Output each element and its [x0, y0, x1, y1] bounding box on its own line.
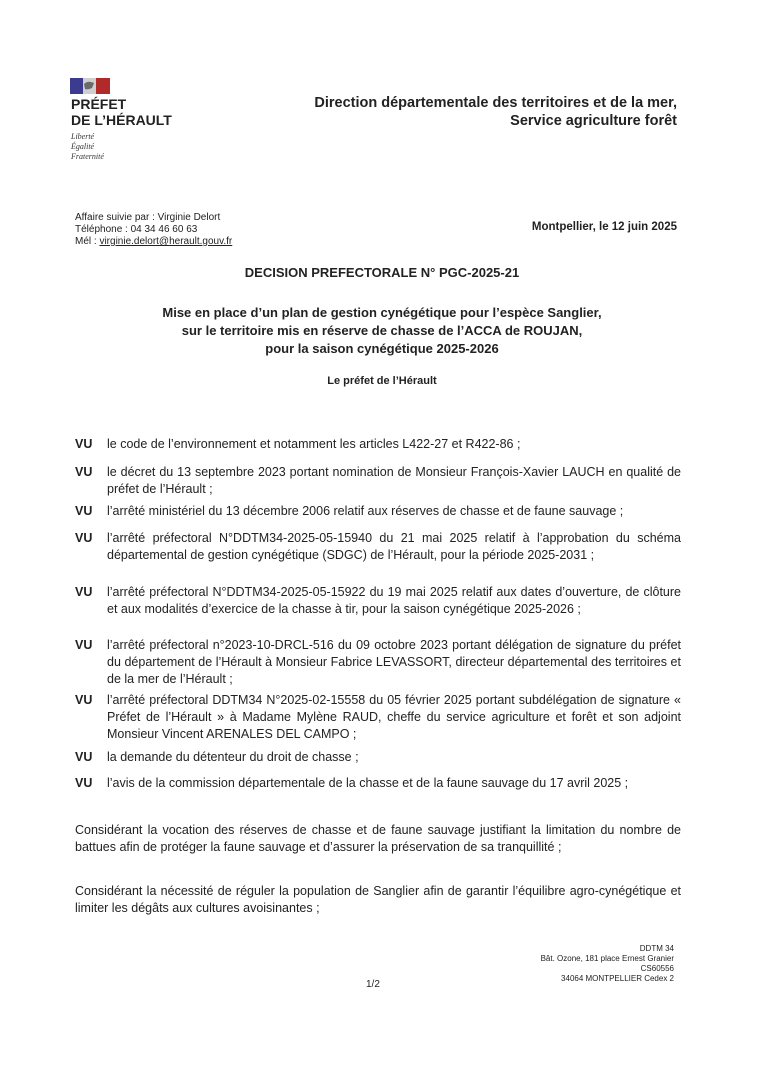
- vu-text: l’avis de la commission départementale de la chasse et de la faune sauvage du 17 avril 2025 ;: [107, 776, 629, 790]
- subject-line-2: sur le territoire mis en réserve de chasse de l’ACCA de ROUJAN,: [181, 323, 583, 338]
- address-line-4: 34064 MONTPELLIER Cedex 2: [561, 974, 674, 983]
- devise-fraternite: Fraternité: [71, 152, 104, 161]
- address-line-2: Bât. Ozone, 181 place Ernest Granier: [540, 954, 674, 963]
- vu-text: le code de l’environnement et notamment les articles L422-27 et R422-86 ;: [107, 437, 521, 451]
- vu-label: VU: [75, 437, 93, 451]
- vu-item: [75, 584, 681, 618]
- bloc-line-2: DE L’HÉRAULT: [71, 112, 172, 128]
- devise-liberte: Liberté: [71, 132, 95, 141]
- prefet-bloc-marque: [71, 96, 172, 128]
- vu-item: [75, 692, 681, 743]
- contact-mel-label: Mél :: [75, 236, 100, 247]
- considerant: Considérant la vocation des réserves de chasse et de faune sauvage justifiant la limitation du nombre de battues afin de protéger la faune sauvage et d’assurer la préservation de sa tranquillité ;: [75, 823, 681, 854]
- prefet-line: Le préfet de l’Hérault: [327, 375, 437, 387]
- vu-item: [75, 503, 681, 520]
- vu-label: VU: [75, 776, 93, 790]
- direction-line-1: Direction départementale des territoires et de la mer,: [314, 95, 677, 111]
- footer-address: [541, 944, 674, 984]
- vu-text: l’arrêté préfectoral N°DDTM34-2025-05-15922 du 19 mai 2025 relatif aux dates d’ouverture, de clôture et aux modalités d’exercice de la chasse à tir, pour la saison cynégétique 2025-2026 ;: [107, 585, 681, 616]
- contact-affaire: Affaire suivie par : Virginie Delort: [75, 212, 221, 223]
- vu-item: [75, 749, 681, 766]
- vu-label: VU: [75, 504, 93, 518]
- vu-text: l’arrêté préfectoral DDTM34 N°2025-02-15558 du 05 février 2025 portant subdélégation de signature « Préfet de l’Hérault » à Madame Mylène RAUD, cheffe du service agriculture et forêt et son adjoint Monsieur Vincent ARENALES DEL CAMPO ;: [107, 693, 681, 741]
- marianne-flag-logo: [70, 76, 112, 94]
- vu-item: [75, 530, 681, 564]
- vu-label: VU: [75, 693, 93, 707]
- contact-mel: [75, 236, 232, 248]
- vu-text: le décret du 13 septembre 2023 portant nomination de Monsieur François-Xavier LAUCH en qualité de préfet de l’Hérault ;: [107, 465, 681, 496]
- contact-block: [75, 212, 232, 248]
- subject-line-1: Mise en place d’un plan de gestion cynégétique pour l’espèce Sanglier,: [162, 305, 602, 320]
- vu-item: [75, 464, 681, 498]
- devise-egalite: Égalité: [71, 142, 95, 151]
- vu-label: VU: [75, 585, 93, 599]
- vu-label: VU: [75, 531, 93, 545]
- vu-item: [75, 637, 681, 688]
- address-line-3: CS60556: [640, 964, 674, 973]
- vu-label: VU: [75, 638, 93, 652]
- subject-line-3: pour la saison cynégétique 2025-2026: [265, 341, 499, 356]
- document-date: Montpellier, le 12 juin 2025: [531, 221, 677, 233]
- page-number: 1/2: [366, 979, 380, 990]
- vu-text: la demande du détenteur du droit de chasse ;: [107, 750, 359, 764]
- address-line-1: DDTM 34: [639, 944, 674, 953]
- considerant: Considérant la nécessité de réguler la population de Sanglier afin de garantir l’équilibre agro-cynégétique et limiter les dégâts aux cultures avoisinantes ;: [75, 884, 681, 915]
- vu-text: l’arrêté préfectoral N°DDTM34-2025-05-15940 du 21 mai 2025 relatif à l’approbation du schéma départemental de gestion cynégétique (SDGC) de l’Hérault, pour la période 2025-2031 ;: [107, 531, 681, 562]
- vu-text: l’arrêté ministériel du 13 décembre 2006 relatif aux réserves de chasse et de faune sauvage ;: [107, 504, 624, 518]
- decision-title: DECISION PREFECTORALE N° PGC-2025-21: [244, 265, 520, 280]
- vu-label: VU: [75, 465, 93, 479]
- decision-subject: [0, 304, 764, 358]
- vu-item: [75, 775, 681, 792]
- contact-telephone: Téléphone : 04 34 46 60 63: [75, 224, 198, 235]
- vu-label: VU: [75, 750, 93, 764]
- bloc-line-1: PRÉFET: [71, 96, 127, 112]
- vu-text: l’arrêté préfectoral n°2023-10-DRCL-516 du 09 octobre 2023 portant délégation de signature du préfet du département de l’Hérault à Monsieur Fabrice LEVASSORT, directeur départemental des territoires et de la mer de l’Hérault ;: [107, 638, 681, 686]
- devise: [71, 132, 104, 162]
- vu-item: [75, 436, 681, 453]
- contact-mel-link[interactable]: virginie.delort@herault.gouv.fr: [99, 236, 233, 247]
- direction-header: [314, 94, 677, 130]
- direction-line-2: Service agriculture forêt: [510, 113, 677, 129]
